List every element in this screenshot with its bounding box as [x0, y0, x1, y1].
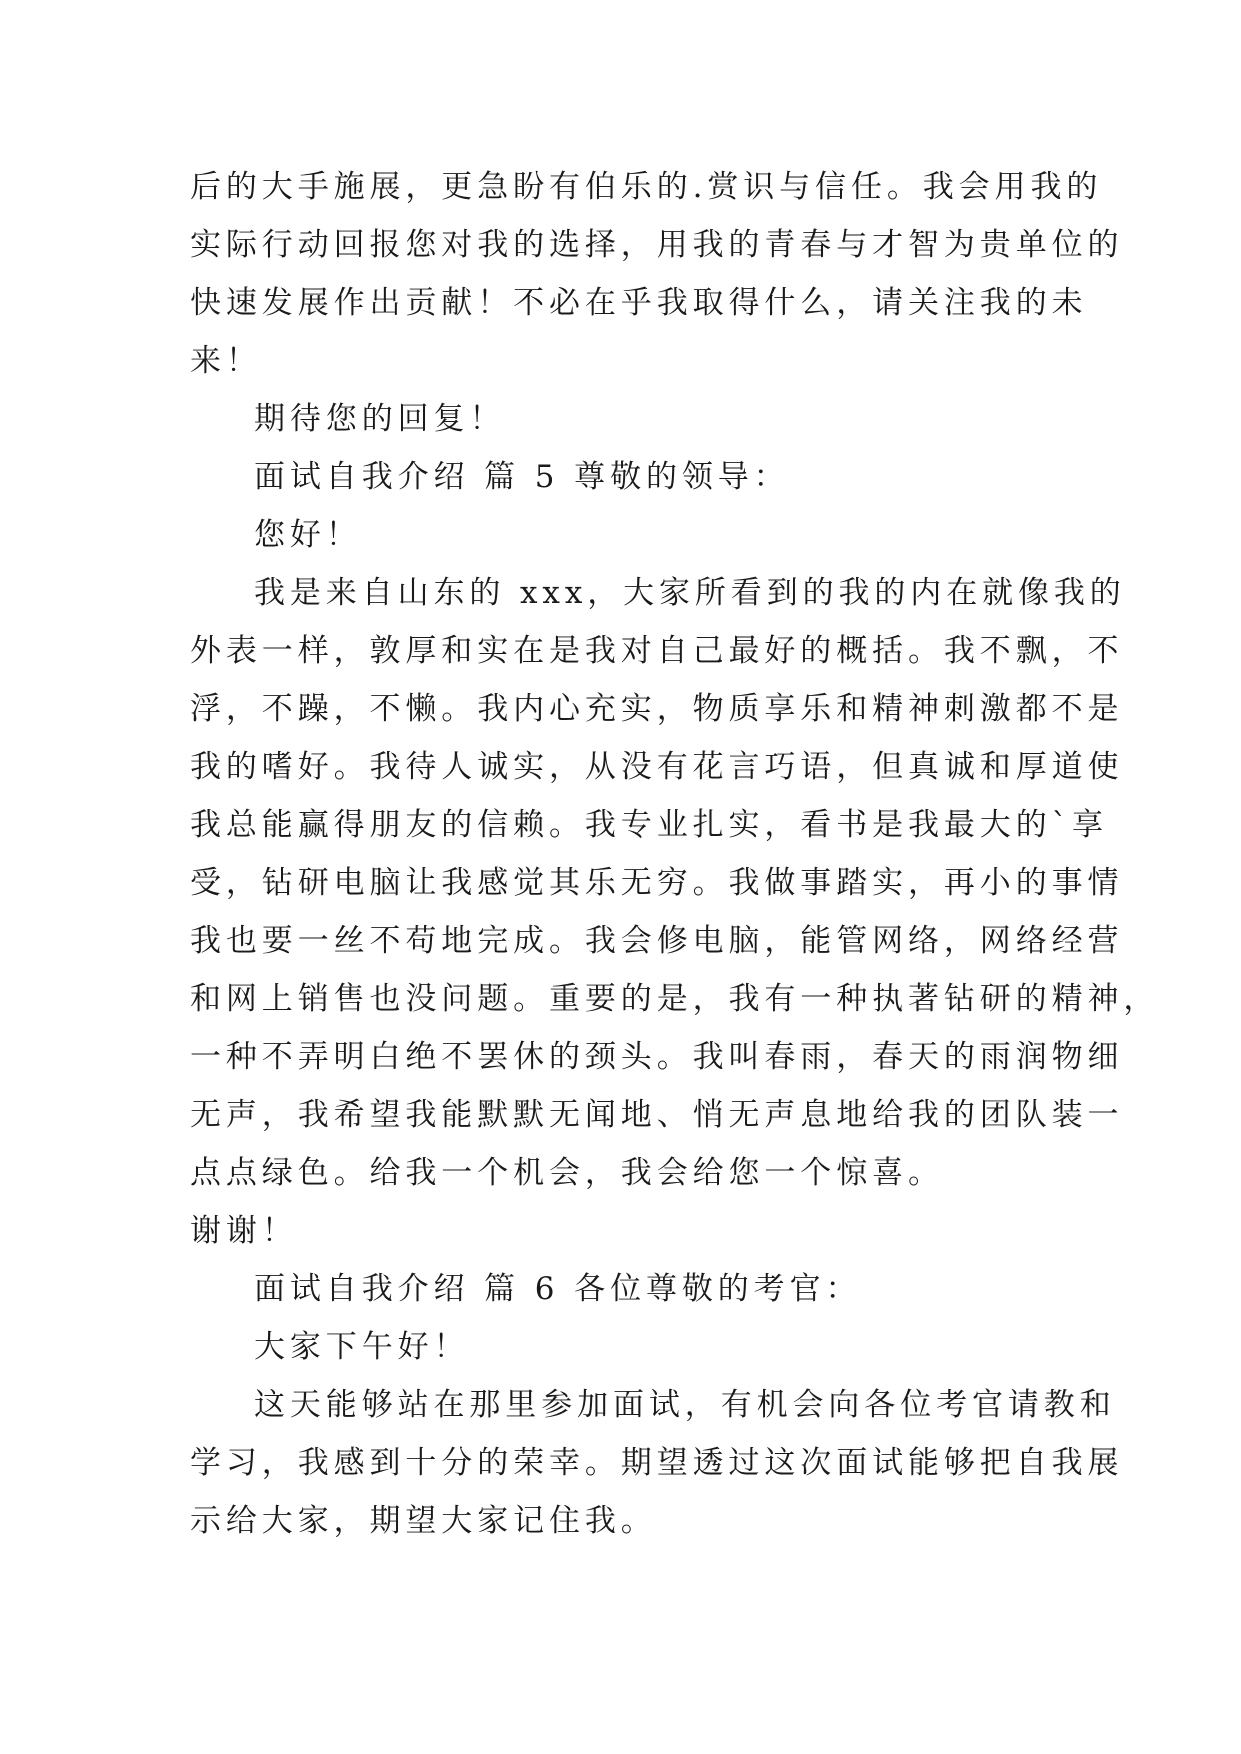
text-line: 实际行动回报您对我的选择，用我的青春与才智为贵单位的: [190, 227, 1124, 263]
text-line: 期待您的回复！: [254, 401, 506, 437]
text-line: 后的大手施展，更急盼有伯乐的.赏识与信任。我会用我的: [190, 169, 1103, 205]
greeting-line: 您好！: [254, 517, 362, 553]
document-page: [190, 158, 1160, 1550]
text-line: 受，钻研电脑让我感觉其乐无穷。我做事踏实，再小的事情: [190, 865, 1124, 901]
text-line: 我是来自山东的 xxx，大家所看到的我的内在就像我的: [254, 575, 1126, 611]
text-line: 学习，我感到十分的荣幸。期望透过这次面试能够把自我展: [190, 1445, 1124, 1481]
text-line: 一种不弄明白绝不罢休的颈头。我叫春雨，春天的雨润物细: [190, 1039, 1124, 1075]
text-line: 无声，我希望我能默默无闻地、悄无声息地给我的团队装一: [190, 1097, 1124, 1133]
text-line: 我也要一丝不苟地完成。我会修电脑，能管网络，网络经营: [190, 923, 1124, 959]
text-line: 来！: [190, 343, 262, 379]
text-line: 和网上销售也没问题。重要的是，我有一种执著钻研的精神，: [190, 981, 1160, 1017]
section-heading: 面试自我介绍 篇 5 尊敬的领导：: [254, 459, 790, 495]
section-heading: 面试自我介绍 篇 6 各位尊敬的考官：: [254, 1271, 862, 1307]
closing-line: 谢谢！: [190, 1213, 298, 1249]
text-line: 快速发展作出贡献！不必在乎我取得什么，请关注我的未: [190, 285, 1088, 321]
text-line: 我的嗜好。我待人诚实，从没有花言巧语，但真诚和厚道使: [190, 749, 1124, 785]
text-line: 我总能赢得朋友的信赖。我专业扎实，看书是我最大的`享: [190, 807, 1108, 843]
text-line: 这天能够站在那里参加面试，有机会向各位考官请教和: [254, 1387, 1116, 1423]
greeting-line: 大家下午好！: [254, 1329, 470, 1365]
text-line: 示给大家，期望大家记住我。: [190, 1503, 657, 1539]
text-line: 外表一样，敦厚和实在是我对自己最好的概括。我不飘，不: [190, 633, 1124, 669]
text-line: 浮，不躁，不懒。我内心充实，物质享乐和精神刺激都不是: [190, 691, 1124, 727]
text-line: 点点绿色。给我一个机会，我会给您一个惊喜。: [190, 1155, 944, 1191]
